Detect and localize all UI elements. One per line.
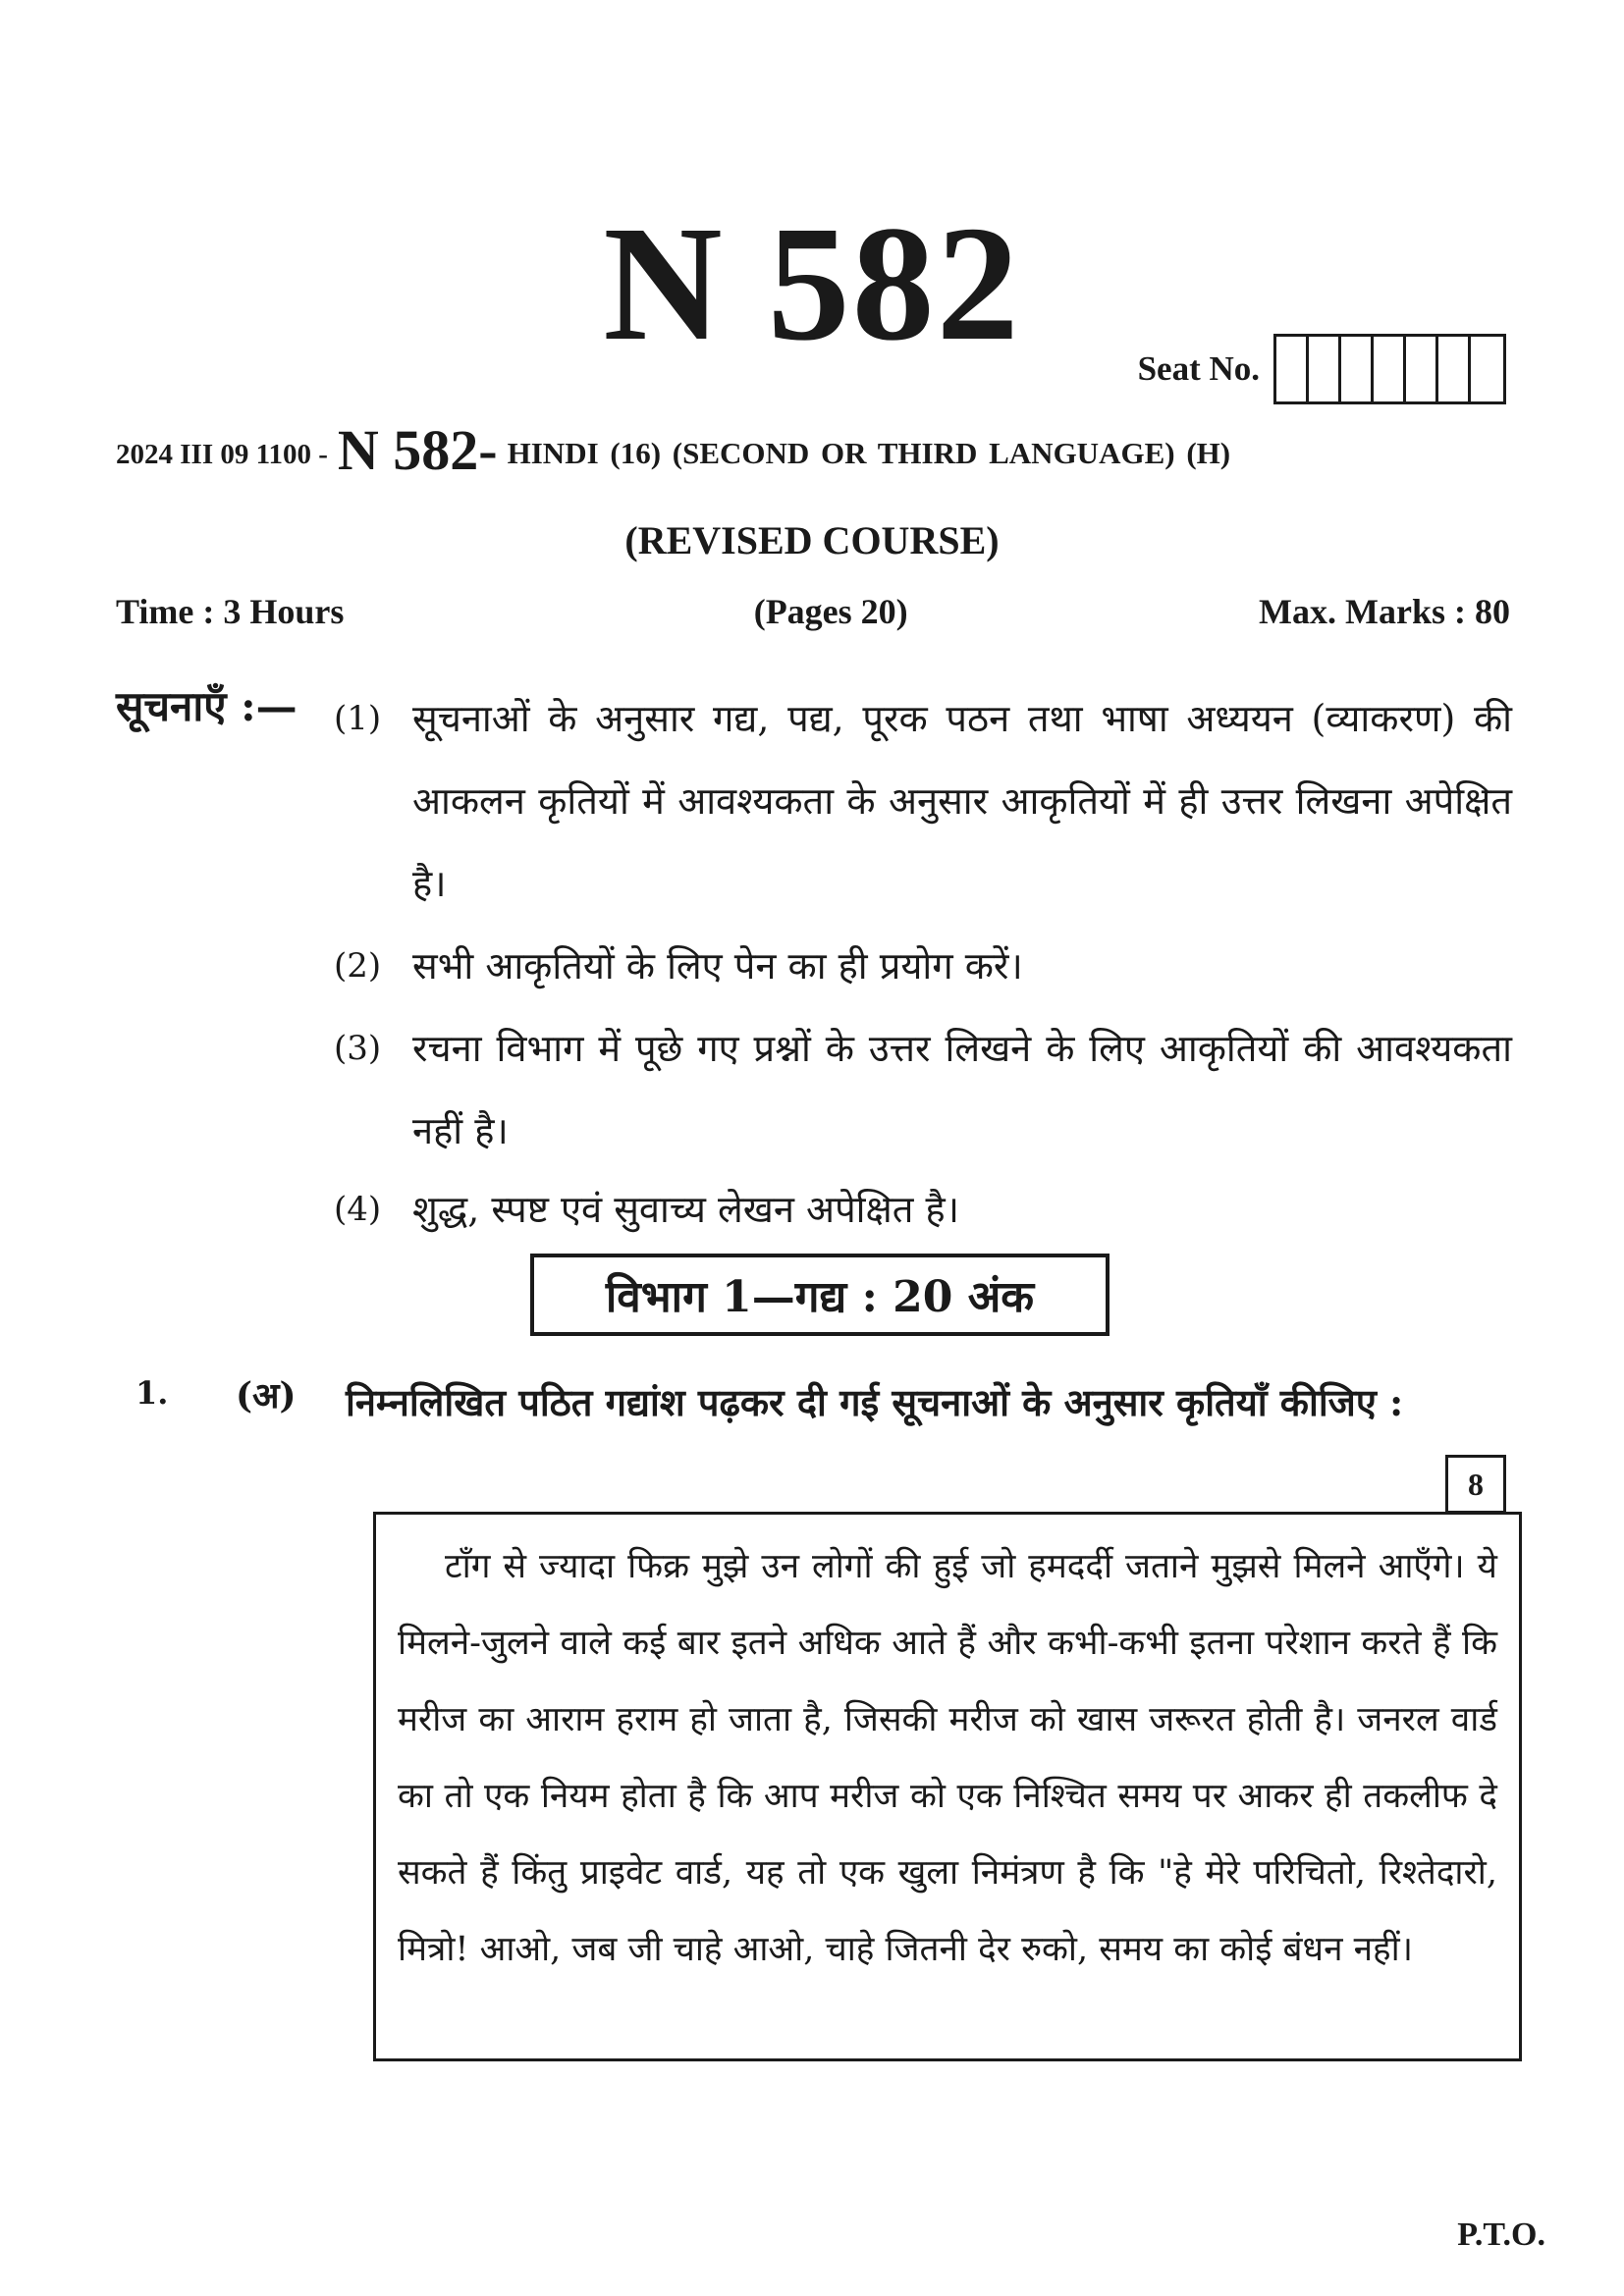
time-label: Time : 3 Hours <box>116 592 345 631</box>
course-label: (REVISED COURSE) <box>624 518 1000 562</box>
subject-name: HINDI (16) (SECOND OR THIRD LANGUAGE) (H) <box>507 436 1231 470</box>
seat-digit-box[interactable] <box>1406 337 1438 401</box>
instruction-text: सभी आकृतियों के लिए पेन का ही प्रयोग करें। <box>412 944 1023 988</box>
instruction-text: शुद्ध, स्पष्ट एवं सुवाच्य लेखन अपेक्षित है। <box>412 1188 960 1231</box>
seat-number-boxes[interactable] <box>1273 334 1506 404</box>
question-number: 1. <box>135 1374 169 1412</box>
seat-digit-box[interactable] <box>1276 337 1309 401</box>
paper-code: N 582 <box>603 192 1021 375</box>
subject-code: N 582- <box>337 418 498 482</box>
seat-digit-box[interactable] <box>1341 337 1374 401</box>
max-marks-label: Max. Marks : 80 <box>1259 592 1510 631</box>
exam-meta <box>116 591 1510 632</box>
question-sub-label: (अ) <box>236 1375 297 1416</box>
instruction-text: रचना विभाग में पूछे गए प्रश्नों के उत्तर लिखने के लिए आकृतियों की आवश्यकता नहीं है। <box>412 1027 1512 1152</box>
subject-line <box>116 410 1510 482</box>
instruction-number: (4) <box>334 1190 382 1229</box>
marks-badge: 8 <box>1445 1455 1506 1514</box>
question-text: निम्नलिखित पठित गद्यांश पढ़कर दी गई सूचनाओं के अनुसार कृतियाँ कीजिए : <box>346 1380 1404 1424</box>
instruction-number: (3) <box>334 1029 382 1068</box>
instructions-heading: सूचनाएँ :— <box>116 682 298 730</box>
pages-label: (Pages 20) <box>753 592 908 631</box>
instruction-number: (2) <box>334 946 382 986</box>
instructions-list <box>0 677 1624 1237</box>
instruction-text: सूचनाओं के अनुसार गद्य, पद्य, पूरक पठन तथा भाषा अध्ययन (व्याकरण) की आकलन कृतियों में आवश्यकता के अनुसार आकृतियों में ही उत्तर लिखना अपेक्षित है। <box>412 697 1512 905</box>
seat-digit-box[interactable] <box>1309 337 1341 401</box>
instruction-number: (1) <box>334 699 382 738</box>
page-turn-note: P.T.O. <box>1457 2216 1545 2253</box>
seat-digit-box[interactable] <box>1471 337 1503 401</box>
exam-date-code: 2024 III 09 1100 - <box>116 439 328 470</box>
seat-number-field <box>1138 334 1506 404</box>
section-title: विभाग 1—गद्य : 20 अंक <box>530 1254 1110 1336</box>
seat-digit-box[interactable] <box>1374 337 1406 401</box>
seat-label: Seat No. <box>1137 349 1260 388</box>
passage-box: टाँग से ज्यादा फिक्र मुझे उन लोगों की हुई जो हमदर्दी जताने मुझसे मिलने आएँगे। ये मिलने-जुलने वाले कई बार इतने अधिक आते हैं और कभी-कभी इतना परेशान करते हैं कि मरीज का आराम हराम हो जाता है, जिसकी मरीज को खास जरूरत होती है। जनरल वार्ड का तो एक नियम होता है कि आप मरीज को एक निश्चित समय पर आकर ही तकलीफ दे सकते हैं किंतु प्राइवेट वार्ड, यह तो एक खुला निमंत्रण है कि "हे मेरे परिचितो, रिश्तेदारो, मित्रो! आओ, जब जी चाहे आओ, चाहे जितनी देर रुको, समय का कोई बंधन नहीं। <box>373 1512 1522 2061</box>
seat-digit-box[interactable] <box>1438 337 1471 401</box>
